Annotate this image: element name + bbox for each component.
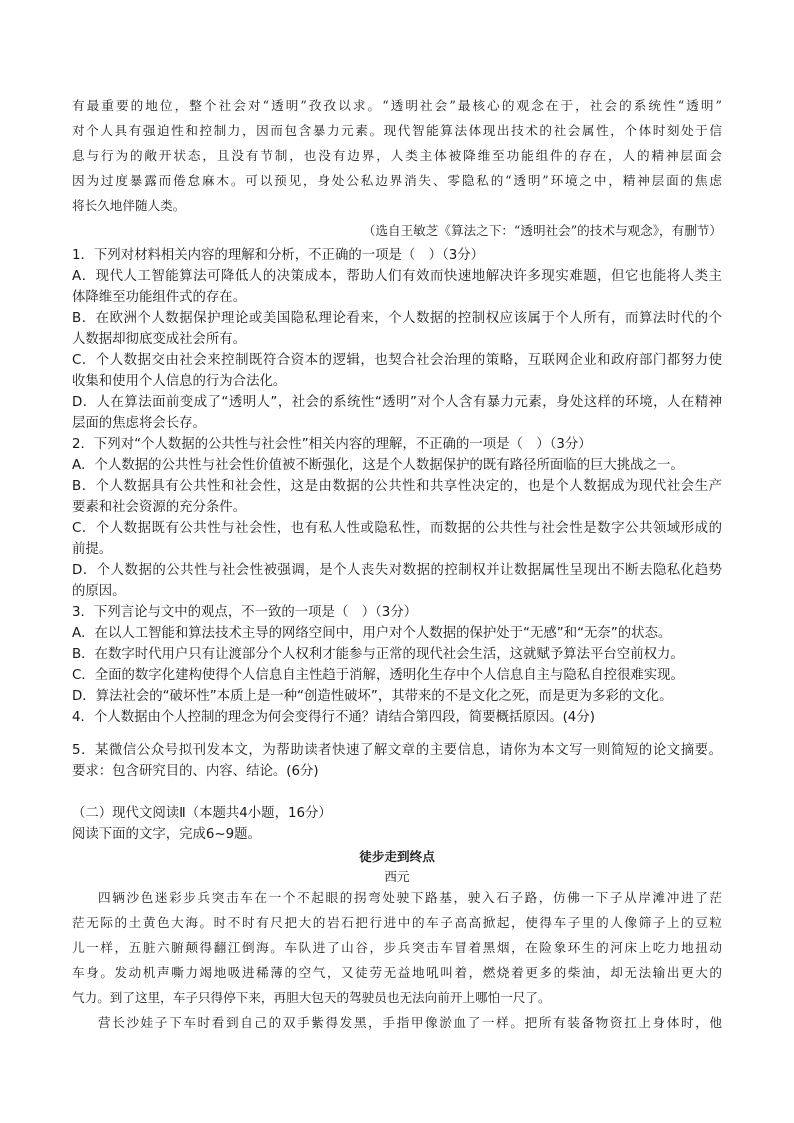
option-line: B．在欧洲个人数据保护理论或美国隐私理论看来，个人数据的控制权应该属于个人所有，而算法时代的个 <box>72 311 722 326</box>
passage-line: 息与行为的敞开状态，且没有节制，也没有边界，人类主体被降维至功能组件的存在，人的精神层面会 <box>72 148 722 163</box>
option-line: 人数据却彻底变成社会所有。 <box>72 332 247 347</box>
option-line: A．现代人工智能算法可降低人的决策成本，帮助人们有效而快速地解决许多现实难题，但它也能将人类主 <box>72 269 722 284</box>
option-line: C．全面的数字化建构使得个人信息自主性趋于消解，透明化生存中个人信息自主与隐私自控很难实现。 <box>72 668 684 683</box>
option-line: C．个人数据交由社会来控制既符合资本的逻辑，也契合社会治理的策略，互联网企业和政府部门都努力使 <box>72 353 722 368</box>
option-line: 层面的焦虑将会长存。 <box>72 416 206 431</box>
source-citation: （选自王敏芝《算法之下：“透明社会”的技术与观念》，有删节） <box>362 223 722 238</box>
option-line: A．个人数据的公共性与社会性价值被不断强化，这是个人数据保护的既有路径所面临的巨大挑战之一。 <box>72 458 684 473</box>
option-line: 要素和社会资源的充分条件。 <box>72 500 247 515</box>
story-line: 四辆沙色迷彩步兵突击车在一个不起眼的拐弯处驶下路基，驶入石子路，仿佛一下子从岸滩冲进了茫 <box>98 890 722 905</box>
question-3-stem: 3．下列言论与文中的观点，不一致的一项是（ ）（3分） <box>72 605 418 620</box>
question-5-requirement: 要求：包含研究目的、内容、结论。(6分) <box>72 764 319 779</box>
question-4-stem: 4．个人数据由个人控制的理念为何会变得行不通？请结合第四段，简要概括原因。(4分) <box>72 710 595 725</box>
question-1-stem: 1．下列对材料相关内容的理解和分析，不正确的一项是（ ）（3分） <box>72 248 485 263</box>
passage-line: 有最重要的地位，整个社会对“透明”孜孜以求。“透明社会”最核心的观念在于，社会的系统性“透明” <box>72 98 722 113</box>
story-line: 茫无际的土黄色大海。时不时有尺把大的岩石把行进中的车子高高掀起，使得车子里的人像筛子上的豆粒 <box>72 915 722 930</box>
question-2-stem: 2．下列对“个人数据的公共性与社会性”相关内容的理解，不正确的一项是（ ）（3分） <box>72 437 592 452</box>
option-line: D．个人数据的公共性与社会性被强调，是个人丧失对数据的控制权并让数据属性呈现出不断去隐私化趋势 <box>72 563 722 578</box>
question-5-stem: 5．某微信公众号拟刊发本文，为帮助读者快速了解文章的主要信息，请你为本文写一则简短的论文摘要。 <box>72 743 722 758</box>
option-line: B．在数字时代用户只有让渡部分个人权利才能参与正常的现代社会生活，这就赋予算法平台空前权力。 <box>72 647 684 662</box>
section-heading: （二）现代文阅读Ⅱ（本题共4小题，16分） <box>72 806 332 821</box>
option-line: D．算法社会的“破坏性”本质上是一种“创造性破坏”，其带来的不是文化之死，而是更为多彩的文化。 <box>72 689 673 704</box>
option-line: 收集和使用个人信息的行为合法化。 <box>72 374 287 389</box>
passage-line: 将长久地伴随人类。 <box>72 198 186 213</box>
option-line: A．在以人工智能和算法技术主导的网络空间中，用户对个人数据的保护处于“无感”和“无奈”的状态。 <box>72 626 672 641</box>
story-author: 西元 <box>384 869 410 884</box>
story-line: 营长沙娃子下车时看到自己的双手紫得发黑，手指甲像淤血了一样。把所有装备物资扛上身体时，他 <box>98 1015 722 1030</box>
option-line: C．个人数据既有公共性与社会性，也有私人性或隐私性，而数据的公共性与社会性是数字公共领域形成的 <box>72 521 722 536</box>
passage-line: 因为过度暴露而倦怠麻木。可以预见，身处公私边界消失、零隐私的“透明”环境之中，精神层面的焦虑 <box>72 173 722 188</box>
option-line: 的原因。 <box>72 584 126 599</box>
passage-line: 对个人具有强迫性和控制力，因而包含暴力元素。现代智能算法体现出技术的社会属性，个体时刻处于信 <box>72 123 722 138</box>
option-line: 前提。 <box>72 542 113 557</box>
story-title: 徒步走到终点 <box>359 849 435 864</box>
option-line: D．人在算法面前变成了“透明人”，社会的系统性“透明”对个人含有暴力元素，身处这样的环境，人在精神 <box>72 395 722 410</box>
story-line: 儿一样，五脏六腑颠得翻江倒海。车队进了山谷，步兵突击车冒着黑烟，在险象环生的河床上吃力地扭动 <box>72 940 722 955</box>
option-line: B．个人数据具有公共性和社会性，这是由数据的公共性和共享性决定的，也是个人数据成为现代社会生产 <box>72 479 722 494</box>
story-line: 车身。发动机声嘶力竭地吸进稀薄的空气，又徒劳无益地吼叫着，燃烧着更多的柴油，却无法输出更大的 <box>72 965 722 980</box>
story-line: 气力。到了这里，车子只得停下来，再胆大包天的驾驶员也无法向前开上哪怕一尺了。 <box>72 990 551 1005</box>
section-instruction: 阅读下面的文字，完成6~9题。 <box>72 827 261 842</box>
option-line: 体降维至功能组件式的存在。 <box>72 290 247 305</box>
